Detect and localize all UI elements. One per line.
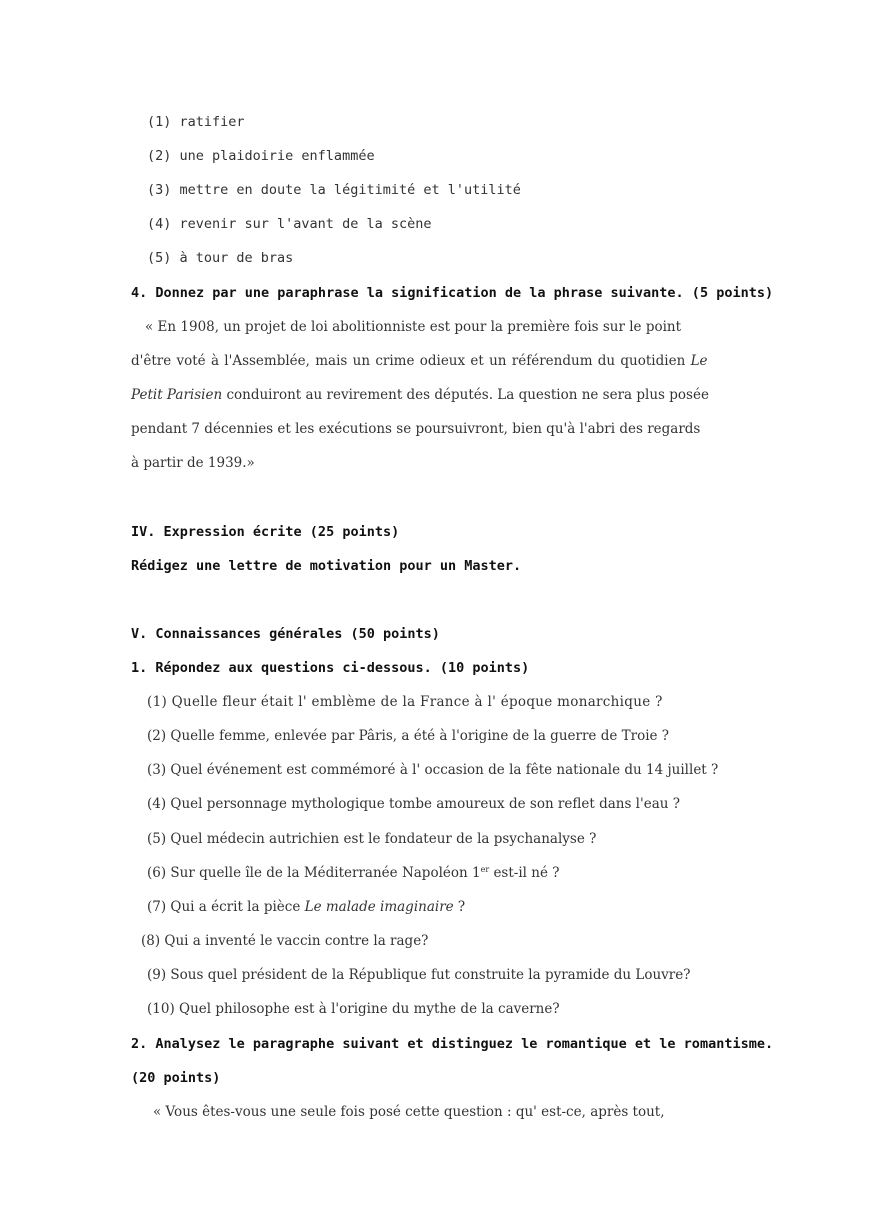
- vocab-item-5: (5) à tour de bras: [147, 250, 294, 266]
- general-question-10: (10) Quel philosophe est à l'origine du mythe de la caverne?: [147, 1001, 560, 1017]
- quote-newspaper-title-part: Le: [690, 353, 708, 369]
- general-question-6-text: (6) Sur quelle île de la Méditerranée Napoléon 1: [147, 865, 481, 881]
- general-question-5: (5) Quel médecin autrichien est le fondateur de la psychanalyse ?: [147, 831, 597, 847]
- superscript-er: er: [480, 865, 490, 874]
- quote-line-5: à partir de 1939.»: [131, 455, 255, 471]
- general-question-3: (3) Quel événement est commémoré à l' occasion de la fête nationale du 14 juillet ?: [147, 762, 719, 778]
- vocab-item-4: (4) revenir sur l'avant de la scène: [147, 216, 432, 232]
- section-5-title: V. Connaissances générales (50 points): [131, 626, 440, 642]
- general-question-4: (4) Quel personnage mythologique tombe amoureux de son reflet dans l'eau ?: [147, 796, 680, 812]
- romanticism-quote-line-1: « Vous êtes-vous une seule fois posé cette question : qu' est-ce, après tout,: [153, 1104, 665, 1120]
- quote-line-2-text: d'être voté à l'Assemblée, mais un crime odieux et un référendum du quotidien: [131, 353, 686, 369]
- quote-line-1: « En 1908, un projet de loi abolitionniste est pour la première fois sur le point: [145, 319, 682, 335]
- play-title: Le malade imaginaire: [304, 899, 454, 915]
- general-question-7-text: (7) Qui a écrit la pièce: [147, 899, 305, 915]
- vocab-item-2: (2) une plaidoirie enflammée: [147, 148, 375, 164]
- general-question-6-end: est-il né ?: [489, 865, 560, 881]
- vocab-item-1: (1) ratifier: [147, 114, 245, 130]
- general-question-7-end: ?: [453, 899, 466, 915]
- general-question-7: [147, 898, 465, 916]
- quote-line-2: [131, 352, 708, 370]
- general-question-2: (2) Quelle femme, enlevée par Pâris, a été à l'origine de la guerre de Troie ?: [147, 728, 670, 744]
- general-question-9: (9) Sous quel président de la République fut construite la pyramide du Louvre?: [147, 967, 691, 983]
- section-5-question-1-title: 1. Répondez aux questions ci-dessous. (10 points): [131, 660, 530, 676]
- quote-line-3: [131, 386, 709, 404]
- section-5-question-2-points: (20 points): [131, 1070, 221, 1086]
- quote-line-4: pendant 7 décennies et les exécutions se poursuivront, bien qu'à l'abri des regards: [131, 421, 701, 437]
- general-question-1: (1) Quelle fleur était l' emblème de la France à l' époque monarchique ?: [147, 694, 663, 710]
- general-question-8: (8) Qui a inventé le vaccin contre la rage?: [141, 933, 429, 949]
- quote-line-3-text: conduiront au revirement des députés. La question ne sera plus posée: [222, 387, 709, 403]
- section-4-title: IV. Expression écrite (25 points): [131, 524, 400, 540]
- question-4-title: 4. Donnez par une paraphrase la signification de la phrase suivante. (5 points): [131, 285, 774, 301]
- quote-newspaper-title: Petit Parisien: [131, 387, 223, 403]
- section-4-prompt: Rédigez une lettre de motivation pour un Master.: [131, 558, 522, 574]
- vocab-item-3: (3) mettre en doute la légitimité et l'utilité: [147, 182, 521, 198]
- general-question-6: [147, 864, 560, 882]
- section-5-question-2-title: 2. Analysez le paragraphe suivant et distinguez le romantique et le romantisme.: [131, 1036, 774, 1052]
